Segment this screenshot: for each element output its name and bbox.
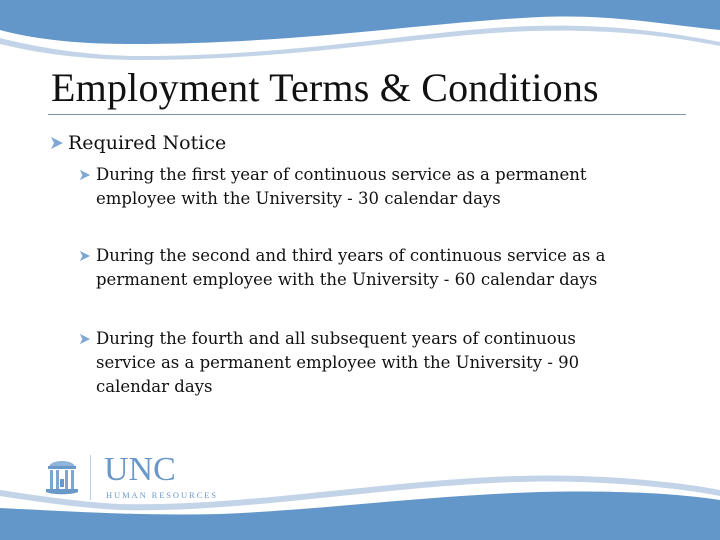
bullet-text-line: During the fourth and all subsequent years of continuous	[96, 329, 576, 348]
bullet-text-line: employee with the University - 30 calendar days	[96, 189, 501, 208]
bullet-text-line: permanent employee with the University - 60 calendar days	[96, 270, 598, 289]
header-wave-decoration	[0, 0, 720, 70]
bullet-text-line: service as a permanent employee with the University - 90	[96, 353, 580, 372]
bullet-text: Required Notice	[68, 132, 227, 154]
arrow-bullet-icon	[50, 136, 64, 150]
bullet-text-line: calendar days	[96, 377, 213, 396]
logo-subtitle: HUMAN RESOURCES	[106, 490, 218, 500]
bullet-required-notice	[50, 130, 226, 156]
title-underline	[48, 114, 686, 115]
bullet-notice-fourth-year-plus	[79, 327, 679, 399]
bullet-notice-second-third-year	[79, 244, 679, 292]
bullet-text-line: During the second and third years of continuous service as a	[96, 246, 606, 265]
arrow-bullet-icon	[79, 169, 91, 181]
bullet-notice-first-year	[79, 163, 679, 211]
logo-wordmark: UNC	[104, 451, 176, 488]
slide-title: Employment Terms & Conditions	[51, 65, 599, 110]
arrow-bullet-icon	[79, 250, 91, 262]
footer-wave-decoration	[0, 460, 720, 540]
bullet-text-line: During the first year of continuous service as a permanent	[96, 165, 587, 184]
arrow-bullet-icon	[79, 333, 91, 345]
